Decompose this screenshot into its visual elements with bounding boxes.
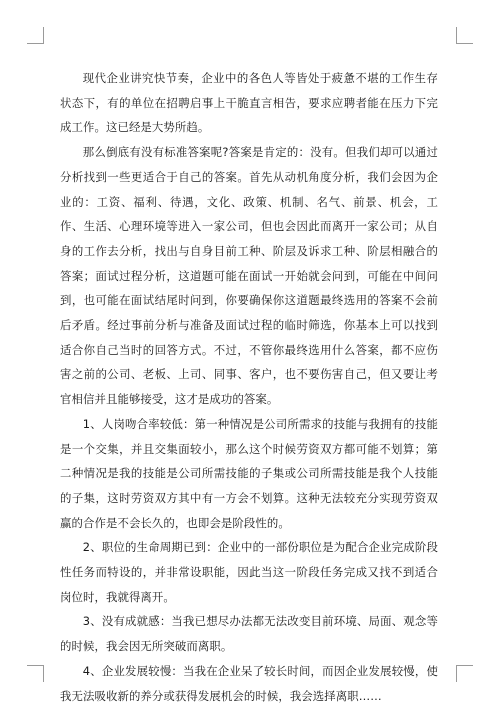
- paragraph-point-3: 3、没有成就感：当我已想尽办法都无法改变目前环境、局面、观念等的时候，我会因无所突破而离职。: [60, 614, 438, 654]
- paragraph-point-1: 1、人岗吻合率较低：第一种情况是公司所需求的技能与我拥有的技能是一个交集，并且交集面较小，那么这个时候劳资双方都可能不划算；第二种情况是我的技能是公司所需技能的子集或公司所需技能是我个人技能的子集，这时劳资双方其中有一方会不划算。这种无法较充分实现劳资双赢的合作是不会长久的，也即会是阶段性的。: [60, 416, 438, 530]
- crop-mark-top-right-h: [456, 43, 473, 44]
- crop-mark-top-left-h: [27, 43, 44, 44]
- crop-mark-top-left-v: [43, 27, 44, 44]
- crop-mark-bottom-right-h: [456, 665, 473, 666]
- crop-mark-bottom-right-v: [456, 665, 457, 682]
- crop-mark-top-right-v: [456, 27, 457, 44]
- crop-mark-bottom-left-h: [27, 665, 44, 666]
- paragraph-standard-answer: 那么倒底有没有标准答案呢?答案是肯定的：没有。但我们却可以通过分析找到一些更适合于自己的答案。首先从动机角度分析，我们会因为企业的：工资、福利、待遇，文化、政策、机制、名气、前景、机会，工作、生活、心理环境等进入一家公司，但也会因此而离开一家公司；从自身的工作去分析，找出与自身目前工种、阶层及诉求工种、阶层相融合的答案；面试过程分析，这道题可能在面试一开始就会问到，可能在中间问到，也可能在面试结尾时问到，你要确保你这道题最终选用的答案不会前后矛盾。经过事前分析与准备及面试过程的临时筛选，你基本上可以找到适合你自己当时的回答方式。不过，不管你最终选用什么答案，都不应伤害之前的公司、老板、上司、同事、客户，也不要伤害自己，但又要让考官相信并且能够接受，这才是成功的答案。: [60, 145, 438, 407]
- paragraph-point-2: 2、职位的生命周期已到：企业中的一部份职位是为配合企业完成阶段性任务而特设的，并非常设职能，因此当这一阶段任务完成又找不到适合岗位时，我就得离开。: [60, 540, 438, 604]
- paragraph-point-4: 4、企业发展较慢：当我在企业呆了较长时间，而因企业发展较慢，使我无法吸收新的养分或获得发展机会的时候，我会选择离职……: [60, 663, 438, 703]
- paragraph-intro: 现代企业讲究快节奏，企业中的各色人等皆处于疲惫不堪的工作生存状态下，有的单位在招聘启事上干脆直言相告，要求应聘者能在压力下完成工作。这已经是大势所趋。: [60, 71, 438, 135]
- crop-mark-bottom-left-v: [43, 665, 44, 682]
- document-body: [60, 66, 438, 708]
